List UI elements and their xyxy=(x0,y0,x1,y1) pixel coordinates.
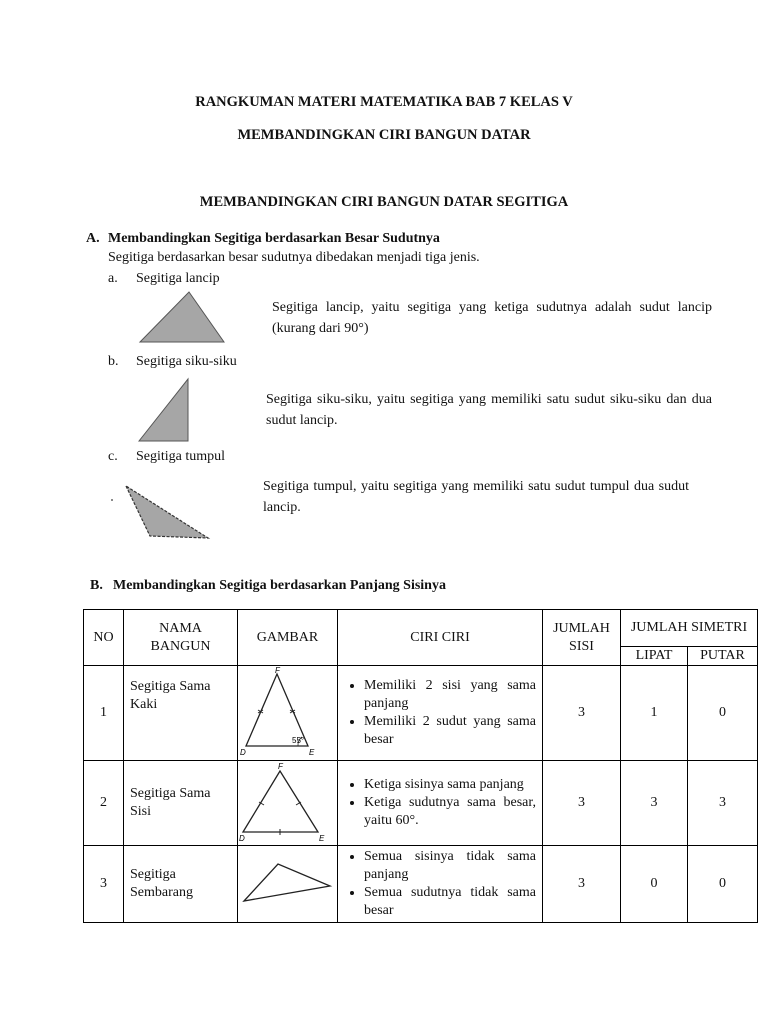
header-ciri-ciri: CIRI CIRI xyxy=(338,610,543,666)
vertex-label-d: D xyxy=(240,748,246,757)
vertex-label-e: E xyxy=(309,748,315,757)
header-nama-bangun: NAMA BANGUN xyxy=(124,610,238,666)
row-shape-name: Segitiga Sama Sisi xyxy=(124,761,238,846)
document-title: RANGKUMAN MATERI MATEMATIKA BAB 7 KELAS V xyxy=(195,94,573,110)
table-row xyxy=(84,761,758,846)
section-b-heading: Membandingkan Segitiga berdasarkan Panjang Sisinya xyxy=(113,578,446,593)
section-title: MEMBANDINGKAN CIRI BANGUN DATAR SEGITIGA xyxy=(199,194,569,210)
row-rotational-symmetry: 0 xyxy=(688,666,758,761)
row-number: 3 xyxy=(84,846,124,923)
vertex-label-f: F xyxy=(278,762,283,771)
row-shape-name: Segitiga Sama Kaki xyxy=(124,666,238,761)
row-number: 1 xyxy=(84,666,124,761)
section-a-marker: A. xyxy=(86,231,100,246)
header-jumlah-sisi: JUMLAH SISI xyxy=(543,610,621,666)
feature-item: • Ketiga sisinya sama panjang xyxy=(364,776,536,794)
vertex-label-f: F xyxy=(275,666,280,675)
row-side-count: 3 xyxy=(543,846,621,923)
row-rotational-symmetry: 3 xyxy=(688,761,758,846)
row-features xyxy=(338,846,543,923)
row-side-count: 3 xyxy=(543,666,621,761)
feature-item: • Semua sisinya tidak sama panjang xyxy=(364,848,536,884)
item-c-label: Segitiga tumpul xyxy=(136,449,226,464)
isosceles-triangle-figure xyxy=(238,666,338,761)
header-jumlah-simetri: JUMLAH SIMETRI xyxy=(621,610,758,647)
obtuse-triangle-figure xyxy=(108,480,214,544)
section-b-marker: B. xyxy=(90,578,103,593)
table-row xyxy=(84,846,758,923)
angle-label: 55° xyxy=(292,736,305,745)
row-number: 2 xyxy=(84,761,124,846)
header-no: NO xyxy=(84,610,124,666)
row-shape-name: Segitiga Sembarang xyxy=(124,846,238,923)
feature-item: • Memiliki 2 sisi yang sama panjang xyxy=(364,677,536,713)
document-subtitle: MEMBANDINGKAN CIRI BANGUN DATAR xyxy=(237,127,531,143)
row-side-count: 3 xyxy=(543,761,621,846)
item-b-label: Segitiga siku-siku xyxy=(136,354,237,369)
item-a-label: Segitiga lancip xyxy=(136,271,220,286)
acute-triangle-figure xyxy=(134,290,229,346)
triangle-comparison-table xyxy=(83,609,758,923)
row-rotational-symmetry: 0 xyxy=(688,846,758,923)
feature-item: • Ketiga sudutnya sama besar, yaitu 60°. xyxy=(364,794,536,830)
vertex-label-e: E xyxy=(319,834,325,843)
scalene-triangle-figure xyxy=(238,846,338,923)
row-features xyxy=(338,761,543,846)
table-row xyxy=(84,666,758,761)
equilateral-triangle-figure xyxy=(238,761,338,846)
item-c-description: Segitiga tumpul, yaitu segitiga yang memiliki satu sudut tumpul dua sudut lancip. xyxy=(263,479,689,515)
row-fold-symmetry: 1 xyxy=(621,666,688,761)
item-a-description: Segitiga lancip, yaitu segitiga yang ketiga sudutnya adalah sudut lancip (kurang dari 90°) xyxy=(272,300,712,336)
row-features xyxy=(338,666,543,761)
item-b-description: Segitiga siku-siku, yaitu segitiga yang memiliki satu sudut siku-siku dan dua sudut lancip. xyxy=(266,392,712,428)
right-triangle-figure xyxy=(136,376,194,444)
header-lipat: LIPAT xyxy=(621,647,688,666)
feature-item: • Memiliki 2 sudut yang sama besar xyxy=(364,713,536,749)
row-fold-symmetry: 0 xyxy=(621,846,688,923)
row-fold-symmetry: 3 xyxy=(621,761,688,846)
feature-item: • Semua sudutnya tidak sama besar xyxy=(364,884,536,920)
item-a-marker: a. xyxy=(108,271,118,286)
header-putar: PUTAR xyxy=(688,647,758,666)
section-a-heading: Membandingkan Segitiga berdasarkan Besar Sudutnya xyxy=(108,231,440,246)
item-c-marker: c. xyxy=(108,449,118,464)
item-b-marker: b. xyxy=(108,354,119,369)
section-a-intro: Segitiga berdasarkan besar sudutnya dibedakan menjadi tiga jenis. xyxy=(108,250,480,265)
header-gambar: GAMBAR xyxy=(238,610,338,666)
vertex-label-d: D xyxy=(239,834,245,843)
